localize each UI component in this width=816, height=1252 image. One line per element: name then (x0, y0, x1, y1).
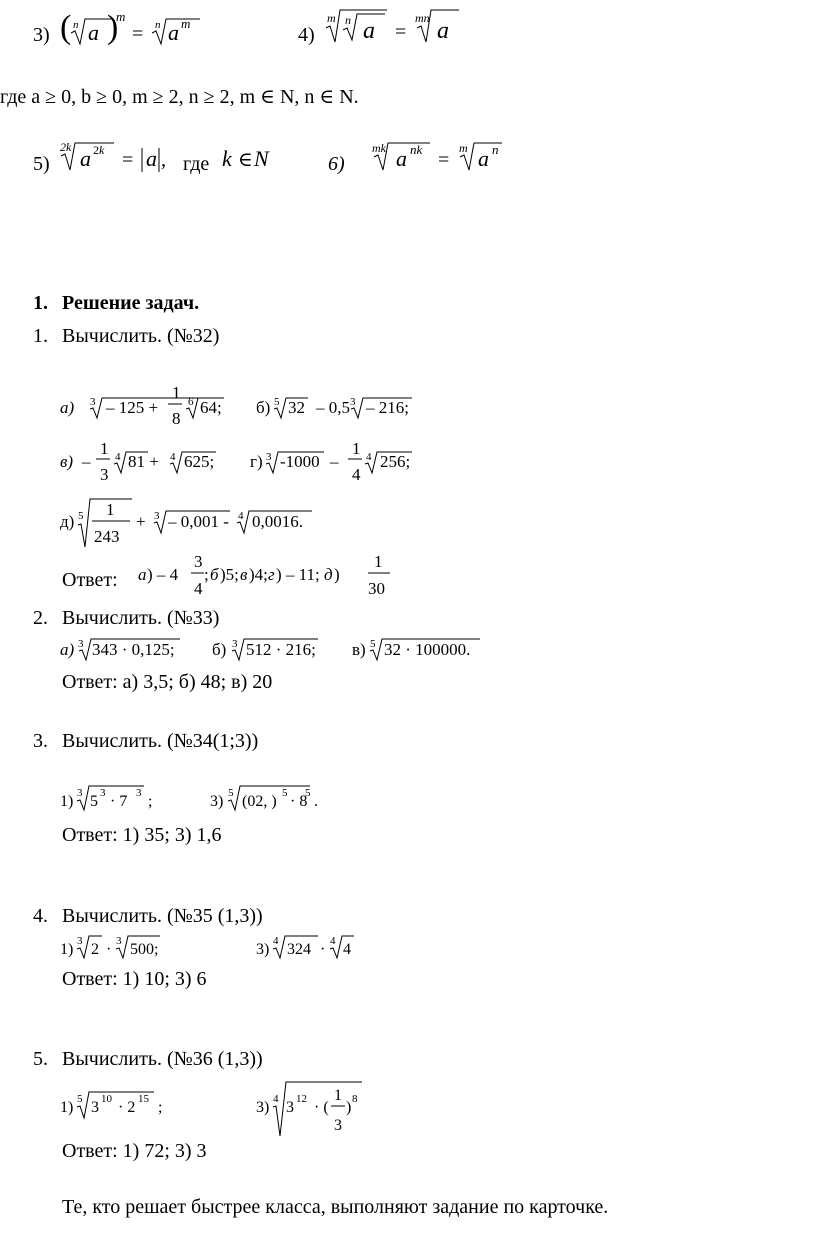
svg-text:г): г) (250, 452, 263, 471)
task-2-title: Вычислить. (№33) (62, 607, 220, 629)
formula-5-condition (222, 134, 292, 174)
svg-text:nk: nk (410, 142, 423, 157)
formula-4-label: 4) (298, 24, 315, 46)
svg-text:(: ( (60, 9, 72, 46)
task-5-expressions (60, 1078, 380, 1142)
svg-text:mn: mn (415, 11, 430, 25)
svg-text:2k: 2k (60, 140, 72, 154)
svg-text:5: 5 (78, 510, 84, 522)
svg-text:4: 4 (366, 451, 372, 463)
svg-text:5: 5 (274, 396, 280, 408)
svg-text:(02, ): (02, ) (242, 793, 277, 810)
svg-text:5: 5 (90, 793, 98, 810)
conditions-line: где a ≥ 0, b ≥ 0, m ≥ 2, n ≥ 2, m ∈ N, n ∈ N. (0, 86, 359, 108)
svg-text:3: 3 (78, 638, 84, 650)
svg-text:3: 3 (100, 465, 109, 484)
svg-text:3: 3 (194, 552, 203, 571)
svg-text:512 · 216;: 512 · 216; (246, 640, 316, 659)
svg-text:n: n (73, 19, 79, 31)
formula-4 (323, 4, 473, 44)
svg-text:N: N (254, 146, 269, 171)
svg-text:a: a (80, 146, 91, 171)
task-3-title: Вычислить. (№34(1;3)) (62, 730, 259, 752)
svg-text:3: 3 (334, 1117, 342, 1134)
formula-5 (58, 134, 188, 174)
svg-text:2k: 2k (93, 143, 105, 157)
task-5-number: 5. (33, 1048, 48, 1070)
svg-text:m: m (116, 9, 126, 24)
svg-text:3): 3) (210, 793, 224, 810)
svg-text:3: 3 (266, 451, 272, 463)
svg-text:15: 15 (138, 1093, 149, 1105)
svg-text:–: – (82, 452, 91, 471)
svg-text:3: 3 (136, 787, 142, 799)
svg-text:в): в) (352, 640, 366, 659)
svg-text:3: 3 (90, 396, 96, 408)
svg-text:n: n (345, 13, 351, 27)
svg-text:1): 1) (60, 941, 74, 958)
task-4-expressions (60, 930, 380, 964)
svg-text:10: 10 (101, 1093, 112, 1105)
svg-text:– 0,5: – 0,5 (316, 398, 350, 417)
svg-text:5: 5 (282, 787, 288, 799)
svg-text:30: 30 (368, 579, 385, 598)
svg-text:32 · 100000.: 32 · 100000. (384, 640, 471, 659)
svg-text:4: 4 (330, 935, 336, 947)
svg-text:0,0016.: 0,0016. (252, 512, 303, 531)
svg-text:243: 243 (94, 527, 120, 546)
svg-text:5: 5 (228, 787, 234, 799)
svg-text:mk: mk (372, 141, 386, 155)
svg-text:4: 4 (115, 451, 121, 463)
formula-3 (60, 8, 210, 48)
svg-text:4: 4 (343, 941, 351, 958)
formula-5-where: где (183, 153, 210, 175)
task-1-answer (138, 550, 398, 610)
svg-text:500;: 500; (130, 941, 159, 958)
svg-text:а: а (138, 565, 147, 584)
svg-text:k: k (222, 146, 232, 171)
svg-text:m: m (181, 16, 191, 31)
svg-text:n: n (155, 19, 161, 31)
svg-text:1): 1) (60, 793, 74, 810)
svg-text:)5;: )5; (220, 565, 239, 584)
svg-text:4: 4 (273, 935, 279, 947)
svg-text:4: 4 (352, 465, 361, 484)
svg-text:8: 8 (352, 1093, 358, 1105)
svg-text:·: · (106, 941, 112, 958)
svg-text:3): 3) (256, 1099, 270, 1116)
svg-text:3: 3 (116, 935, 122, 947)
svg-text:г: г (268, 565, 275, 584)
section-number: 1. (33, 292, 48, 314)
task-1-number: 1. (33, 325, 48, 347)
svg-text:· 7: · 7 (110, 793, 128, 810)
svg-text:1: 1 (334, 1087, 342, 1104)
svg-text:3: 3 (286, 1099, 294, 1116)
svg-text:+: + (136, 512, 146, 531)
svg-text:.: . (314, 793, 318, 810)
svg-text:3: 3 (232, 638, 238, 650)
svg-text:5: 5 (370, 638, 376, 650)
svg-text:) – 11;: ) – 11; (276, 565, 320, 584)
svg-text:3: 3 (154, 510, 160, 522)
task-4-title: Вычислить. (№35 (1,3)) (62, 905, 263, 927)
svg-text:343 · 0,125;: 343 · 0,125; (92, 640, 175, 659)
task-1-answer-label: Ответ: (62, 569, 118, 591)
svg-text:а): а) (60, 398, 75, 417)
svg-text:б): б) (212, 640, 227, 659)
svg-text:8: 8 (172, 409, 181, 428)
svg-text:-1000: -1000 (280, 452, 320, 471)
svg-text:1: 1 (106, 500, 115, 519)
svg-text:): ) (107, 9, 119, 46)
svg-text:324: 324 (287, 941, 311, 958)
formula-5-label: 5) (33, 153, 50, 175)
footer-note: Те, кто решает быстрее класса, выполняют задание по карточке. (62, 1196, 609, 1218)
svg-text:1: 1 (352, 439, 361, 458)
svg-text:)4;: )4; (249, 565, 268, 584)
formula-6 (370, 134, 510, 174)
svg-text:4: 4 (238, 510, 244, 522)
svg-text:;: ; (204, 565, 209, 584)
svg-text:=: = (132, 23, 144, 45)
task-4-answer: Ответ: 1) 10; 3) 6 (62, 968, 207, 990)
svg-text:в): в) (60, 452, 74, 471)
svg-text:64;: 64; (200, 398, 222, 417)
task-3-number: 3. (33, 730, 48, 752)
svg-text:д): д) (60, 512, 75, 531)
svg-text:б: б (210, 565, 219, 584)
task-1-row-2 (60, 440, 460, 500)
svg-text:3: 3 (350, 396, 356, 408)
svg-text:m: m (327, 11, 336, 25)
task-3-answer: Ответ: 1) 35; 3) 1,6 (62, 824, 222, 846)
svg-text:n: n (492, 142, 499, 157)
svg-text:д: д (324, 565, 333, 584)
svg-text:1: 1 (374, 552, 383, 571)
svg-text:а): а) (60, 640, 75, 659)
svg-text:a: a (88, 20, 99, 45)
task-2-number: 2. (33, 607, 48, 629)
svg-text:m: m (459, 141, 468, 155)
svg-text:4: 4 (170, 451, 176, 463)
svg-text:,: , (161, 149, 166, 171)
svg-text:a: a (168, 20, 179, 45)
svg-text:б): б) (256, 398, 271, 417)
svg-text:a: a (478, 146, 489, 171)
task-2-expressions (60, 635, 500, 665)
section-title: Решение задач. (62, 292, 200, 314)
svg-text:3): 3) (256, 941, 270, 958)
svg-text:;: ; (148, 793, 153, 810)
svg-text:a: a (146, 146, 157, 171)
svg-text:625;: 625; (184, 452, 215, 471)
svg-text:): ) (334, 565, 340, 584)
svg-text:=: = (395, 21, 407, 43)
svg-text:3: 3 (77, 787, 83, 799)
svg-text:81 +: 81 + (128, 452, 159, 471)
svg-text:·: · (320, 941, 326, 958)
svg-text:– 125 +: – 125 + (106, 398, 159, 417)
svg-text:12: 12 (296, 1093, 307, 1105)
svg-text:256;: 256; (380, 452, 411, 471)
svg-text:3: 3 (91, 1099, 99, 1116)
task-1-row-3 (60, 495, 460, 555)
task-1-title: Вычислить. (№32) (62, 325, 220, 347)
svg-text:в: в (240, 565, 248, 584)
svg-text:=: = (438, 149, 450, 171)
svg-text:∈: ∈ (238, 149, 253, 171)
svg-text:6: 6 (188, 396, 194, 408)
formula-3-label: 3) (33, 24, 50, 46)
svg-text:5: 5 (77, 1093, 83, 1105)
svg-text:–: – (330, 452, 339, 471)
svg-text:5: 5 (305, 787, 311, 799)
svg-text:1: 1 (172, 383, 181, 402)
task-4-number: 4. (33, 905, 48, 927)
svg-text:4: 4 (194, 579, 203, 598)
svg-text:3: 3 (100, 787, 106, 799)
svg-text:32: 32 (288, 398, 305, 417)
svg-text:2: 2 (91, 941, 99, 958)
task-5-answer: Ответ: 1) 72; 3) 3 (62, 1140, 207, 1162)
svg-text:· (: · ( (314, 1099, 329, 1116)
svg-text:;: ; (158, 1099, 163, 1116)
svg-text:a: a (437, 18, 449, 44)
svg-text:1: 1 (100, 439, 109, 458)
svg-text:– 216;: – 216; (366, 398, 409, 417)
svg-text:· 8: · 8 (290, 793, 308, 810)
svg-text:a: a (396, 146, 407, 171)
svg-text:4: 4 (273, 1093, 279, 1105)
svg-text:) – 4: ) – 4 (147, 565, 179, 584)
svg-text:=: = (122, 149, 134, 171)
svg-text:· 2: · 2 (118, 1099, 136, 1116)
task-5-title: Вычислить. (№36 (1,3)) (62, 1048, 263, 1070)
formula-6-label: 6) (328, 153, 345, 175)
svg-text:): ) (346, 1099, 352, 1116)
svg-text:1): 1) (60, 1099, 74, 1116)
svg-text:– 0,001 -: – 0,001 - (168, 512, 229, 531)
task-2-answer: Ответ: а) 3,5; б) 48; в) 20 (62, 671, 273, 693)
svg-text:a: a (363, 18, 375, 44)
task-3-expressions (60, 782, 360, 816)
svg-text:3: 3 (77, 935, 83, 947)
task-1-row-1 (60, 380, 460, 440)
